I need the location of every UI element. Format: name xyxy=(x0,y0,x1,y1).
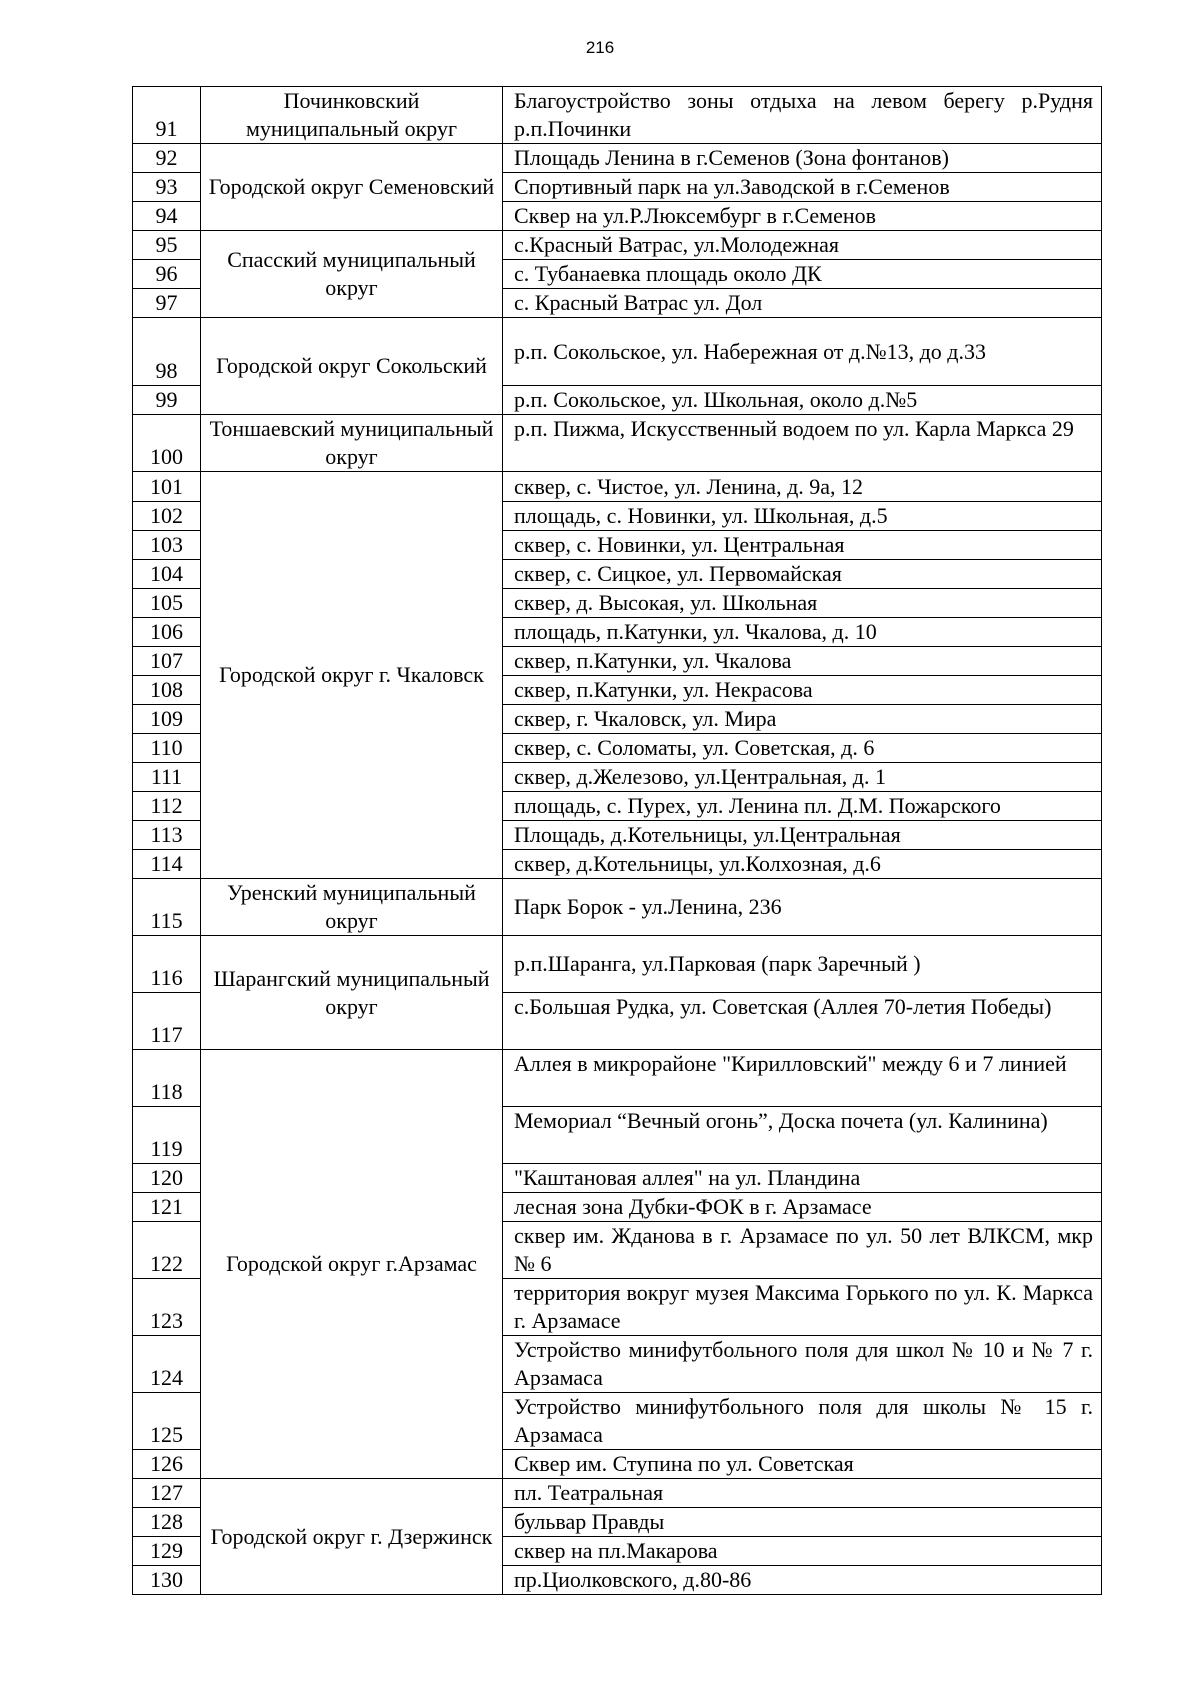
row-number: 103 xyxy=(133,531,201,560)
row-number: 104 xyxy=(133,560,201,589)
row-number: 119 xyxy=(133,1107,201,1164)
row-number: 98 xyxy=(133,318,201,386)
district-cell: Городской округ Семеновский xyxy=(201,144,503,231)
row-number: 117 xyxy=(133,993,201,1050)
row-number: 111 xyxy=(133,763,201,792)
row-number: 109 xyxy=(133,705,201,734)
district-cell: Тоншаевский муниципальный округ xyxy=(201,415,503,472)
row-number: 93 xyxy=(133,173,201,202)
district-cell: Шарангский муниципальный округ xyxy=(201,936,503,1050)
row-number: 125 xyxy=(133,1393,201,1450)
object-cell: сквер, п.Катунки, ул. Чкалова xyxy=(503,647,1102,676)
object-cell: сквер на пл.Макарова xyxy=(503,1537,1102,1566)
page-number: 216 xyxy=(585,38,615,57)
district-cell: Починковский муниципальный округ xyxy=(201,87,503,144)
row-number: 114 xyxy=(133,850,201,879)
object-cell: "Каштановая аллея" на ул. Пландина xyxy=(503,1164,1102,1193)
row-number: 105 xyxy=(133,589,201,618)
district-cell: Городской округ г. Дзержинск xyxy=(201,1479,503,1595)
row-number: 123 xyxy=(133,1279,201,1336)
object-cell: сквер, г. Чкаловск, ул. Мира xyxy=(503,705,1102,734)
row-number: 96 xyxy=(133,260,201,289)
object-cell: с.Красный Ватрас, ул.Молодежная xyxy=(503,231,1102,260)
object-cell: Благоустройство зоны отдыха на левом берегу р.Рудня р.п.Починки xyxy=(503,87,1102,144)
district-cell: Городской округ г.Арзамас xyxy=(201,1050,503,1479)
object-cell: Мемориал “Вечный огонь”, Доска почета (ул. Калинина) xyxy=(503,1107,1102,1164)
row-number: 129 xyxy=(133,1537,201,1566)
object-cell: пр.Циолковского, д.80-86 xyxy=(503,1566,1102,1595)
row-number: 102 xyxy=(133,502,201,531)
object-cell: лесная зона Дубки-ФОК в г. Арзамасе xyxy=(503,1193,1102,1222)
object-cell: Сквер на ул.Р.Люксембург в г.Семенов xyxy=(503,202,1102,231)
object-cell: р.п. Пижма, Искусственный водоем по ул. Карла Маркса 29 xyxy=(503,415,1102,472)
object-cell: территория вокруг музея Максима Горького по ул. К. Маркса г. Арзамасе xyxy=(503,1279,1102,1336)
object-cell: сквер, д.Железово, ул.Центральная, д. 1 xyxy=(503,763,1102,792)
row-number: 122 xyxy=(133,1222,201,1279)
district-cell: Городской округ Сокольский xyxy=(201,318,503,415)
object-cell: р.п. Сокольское, ул. Школьная, около д.№5 xyxy=(503,386,1102,415)
object-cell: Спортивный парк на ул.Заводской в г.Семенов xyxy=(503,173,1102,202)
district-cell: Городской округ г. Чкаловск xyxy=(201,472,503,879)
object-cell: Аллея в микрорайоне "Кирилловский" между 6 и 7 линией xyxy=(503,1050,1102,1107)
district-cell: Уренский муниципальный округ xyxy=(201,879,503,936)
row-number: 124 xyxy=(133,1336,201,1393)
object-cell: р.п. Сокольское, ул. Набережная от д.№13, до д.33 xyxy=(503,318,1102,386)
object-cell: сквер им. Жданова в г. Арзамасе по ул. 50 лет ВЛКСМ, мкр № 6 xyxy=(503,1222,1102,1279)
object-cell: Устройство минифутбольного поля для школы № 15 г. Арзамаса xyxy=(503,1393,1102,1450)
object-cell: площадь, п.Катунки, ул. Чкалова, д. 10 xyxy=(503,618,1102,647)
row-number: 99 xyxy=(133,386,201,415)
row-number: 95 xyxy=(133,231,201,260)
object-cell: сквер, с. Новинки, ул. Центральная xyxy=(503,531,1102,560)
row-number: 97 xyxy=(133,289,201,318)
row-number: 118 xyxy=(133,1050,201,1107)
row-number: 107 xyxy=(133,647,201,676)
object-cell: Парк Борок - ул.Ленина, 236 xyxy=(503,879,1102,936)
district-cell: Спасский муниципальный округ xyxy=(201,231,503,318)
row-number: 106 xyxy=(133,618,201,647)
object-cell: сквер, п.Катунки, ул. Некрасова xyxy=(503,676,1102,705)
object-cell: Площадь Ленина в г.Семенов (Зона фонтанов) xyxy=(503,144,1102,173)
row-number: 127 xyxy=(133,1479,201,1508)
object-cell: сквер, с. Сицкое, ул. Первомайская xyxy=(503,560,1102,589)
object-cell: сквер, д. Высокая, ул. Школьная xyxy=(503,589,1102,618)
row-number: 121 xyxy=(133,1193,201,1222)
row-number: 113 xyxy=(133,821,201,850)
object-cell: пл. Театральная xyxy=(503,1479,1102,1508)
object-cell: с. Тубанаевка площадь около ДК xyxy=(503,260,1102,289)
object-cell: бульвар Правды xyxy=(503,1508,1102,1537)
object-cell: Сквер им. Ступина по ул. Советская xyxy=(503,1450,1102,1479)
object-cell: площадь, с. Новинки, ул. Школьная, д.5 xyxy=(503,502,1102,531)
object-cell: Площадь, д.Котельницы, ул.Центральная xyxy=(503,821,1102,850)
object-cell: с.Большая Рудка, ул. Советская (Аллея 70-летия Победы) xyxy=(503,993,1102,1050)
row-number: 128 xyxy=(133,1508,201,1537)
object-cell: сквер, с. Соломаты, ул. Советская, д. 6 xyxy=(503,734,1102,763)
row-number: 130 xyxy=(133,1566,201,1595)
row-number: 100 xyxy=(133,415,201,472)
object-cell: Устройство минифутбольного поля для школ № 10 и № 7 г. Арзамаса xyxy=(503,1336,1102,1393)
row-number: 91 xyxy=(133,87,201,144)
row-number: 92 xyxy=(133,144,201,173)
object-cell: р.п.Шаранга, ул.Парковая (парк Заречный ) xyxy=(503,936,1102,993)
row-number: 120 xyxy=(133,1164,201,1193)
row-number: 115 xyxy=(133,879,201,936)
row-number: 116 xyxy=(133,936,201,993)
object-cell: сквер, с. Чистое, ул. Ленина, д. 9а, 12 xyxy=(503,472,1102,502)
object-cell: сквер, д.Котельницы, ул.Колхозная, д.6 xyxy=(503,850,1102,879)
row-number: 110 xyxy=(133,734,201,763)
row-number: 112 xyxy=(133,792,201,821)
row-number: 94 xyxy=(133,202,201,231)
object-cell: с. Красный Ватрас ул. Дол xyxy=(503,289,1102,318)
row-number: 126 xyxy=(133,1450,201,1479)
object-cell: площадь, с. Пурех, ул. Ленина пл. Д.М. Пожарского xyxy=(503,792,1102,821)
row-number: 101 xyxy=(133,472,201,502)
objects-table xyxy=(132,86,1102,1595)
row-number: 108 xyxy=(133,676,201,705)
